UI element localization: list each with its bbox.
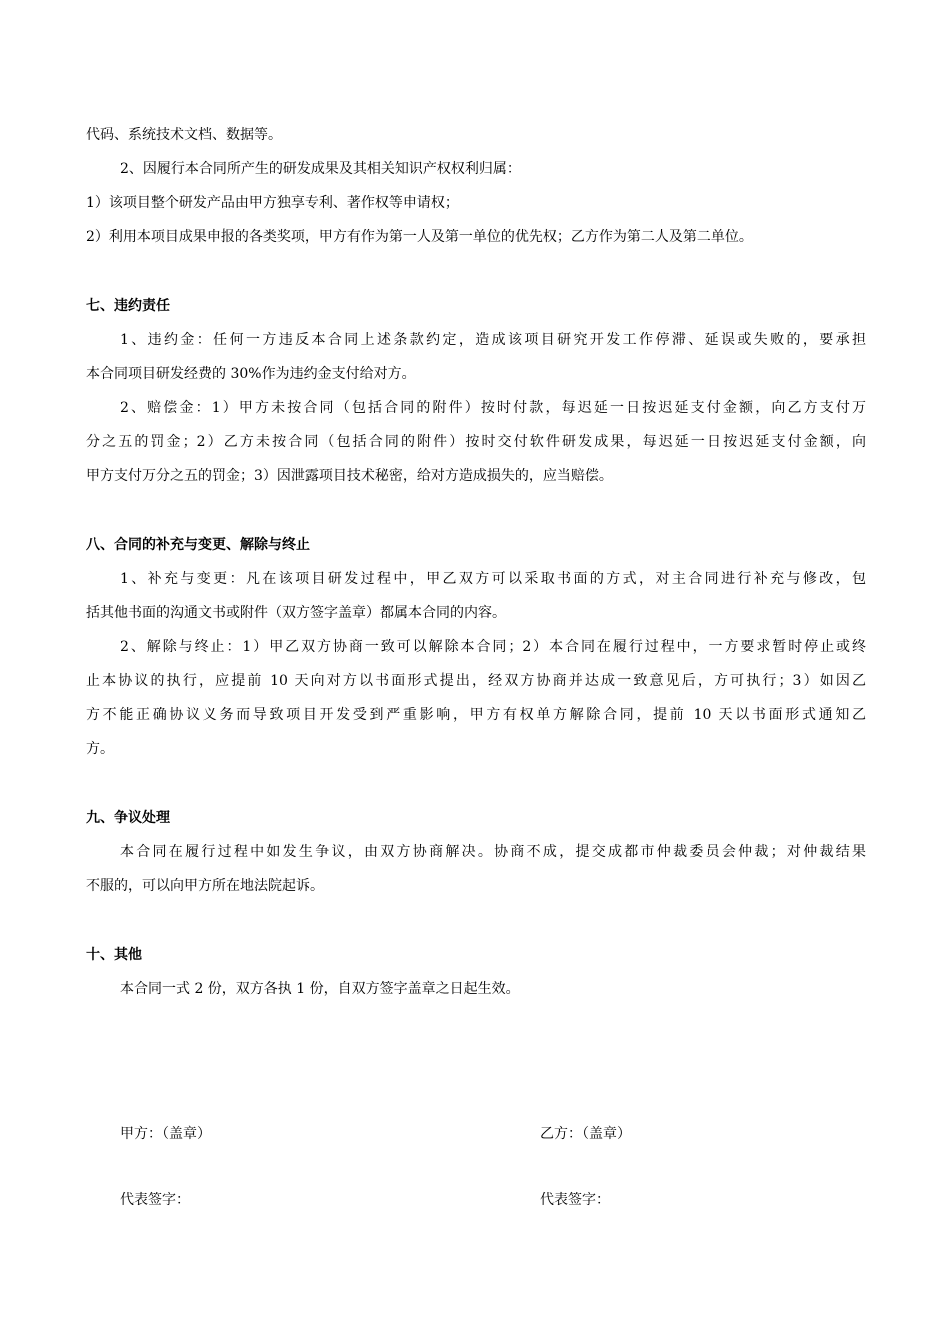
paragraph-line: 方。	[86, 741, 114, 757]
paragraph-line: 代码、系统技术文档、数据等。	[86, 127, 282, 143]
party-b-signature-label: 代表签字：	[540, 1192, 610, 1208]
section-other	[86, 938, 866, 1006]
paragraph-line: 方不能正确协议义务而导致项目开发受到严重影响，甲方有权单方解除合同，提前 10 天以书面形式通知乙	[86, 707, 866, 723]
party-a-signature-label: 代表签字：	[120, 1192, 190, 1208]
section-amendment-termination	[86, 528, 866, 766]
party-b-seal-label: 乙方：（盖章）	[540, 1126, 631, 1142]
paragraph-line: 本合同一式 2 份，双方各执 1 份，自双方签字盖章之日起生效。	[120, 981, 520, 997]
section-heading: 十、其他	[86, 947, 142, 963]
paragraph-line: 2、因履行本合同所产生的研发成果及其相关知识产权权利归属：	[120, 161, 521, 177]
section-liability	[86, 289, 866, 493]
paragraph-line: 1、补充与变更：凡在该项目研发过程中，甲乙双方可以采取书面的方式，对主合同进行补充与修改，包	[120, 571, 866, 587]
paragraph-line: 2）利用本项目成果申报的各类奖项，甲方有作为第一人及第一单位的优先权；乙方作为第二人及第二单位。	[86, 229, 753, 245]
paragraph-line: 分之五的罚金；2）乙方未按合同（包括合同的附件）按时交付软件研发成果，每迟延一日按迟延支付金额，向	[86, 434, 866, 450]
paragraph-line: 本合同在履行过程中如发生争议，由双方协商解决。协商不成，提交成都市仲裁委员会仲裁；对仲裁结果	[120, 844, 866, 860]
paragraph-line: 不服的，可以向甲方所在地法院起诉。	[86, 878, 324, 894]
paragraph-line: 止本协议的执行，应提前 10 天向对方以书面形式提出，经双方协商并达成一致意见后，方可执行；3）如因乙	[86, 673, 866, 689]
contract-page	[86, 118, 866, 1006]
paragraph-line: 括其他书面的沟通文书或附件（双方签字盖章）都属本合同的内容。	[86, 605, 506, 621]
section-heading: 七、违约责任	[86, 298, 170, 314]
section-dispute	[86, 801, 866, 903]
paragraph-line: 2、赔偿金：1）甲方未按合同（包括合同的附件）按时付款，每迟延一日按迟延支付金额，向乙方支付万	[120, 400, 866, 416]
paragraph-line: 甲方支付万分之五的罚金；3）因泄露项目技术秘密，给对方造成损失的，应当赔偿。	[86, 468, 613, 484]
section-heading: 八、合同的补充与变更、解除与终止	[86, 537, 310, 553]
paragraph-line: 本合同项目研发经费的 30%作为违约金支付给对方。	[86, 366, 416, 382]
paragraph-line: 2、解除与终止：1）甲乙双方协商一致可以解除本合同；2）本合同在履行过程中，一方要求暂时停止或终	[120, 639, 866, 655]
paragraph-line: 1、违约金：任何一方违反本合同上述条款约定，造成该项目研究开发工作停滞、延误或失败的，要承担	[120, 332, 866, 348]
section-heading: 九、争议处理	[86, 810, 170, 826]
paragraph-line: 1）该项目整个研发产品由甲方独享专利、著作权等申请权；	[86, 195, 459, 211]
party-a-seal-label: 甲方：（盖章）	[120, 1126, 211, 1142]
section-ip-ownership	[86, 118, 866, 254]
